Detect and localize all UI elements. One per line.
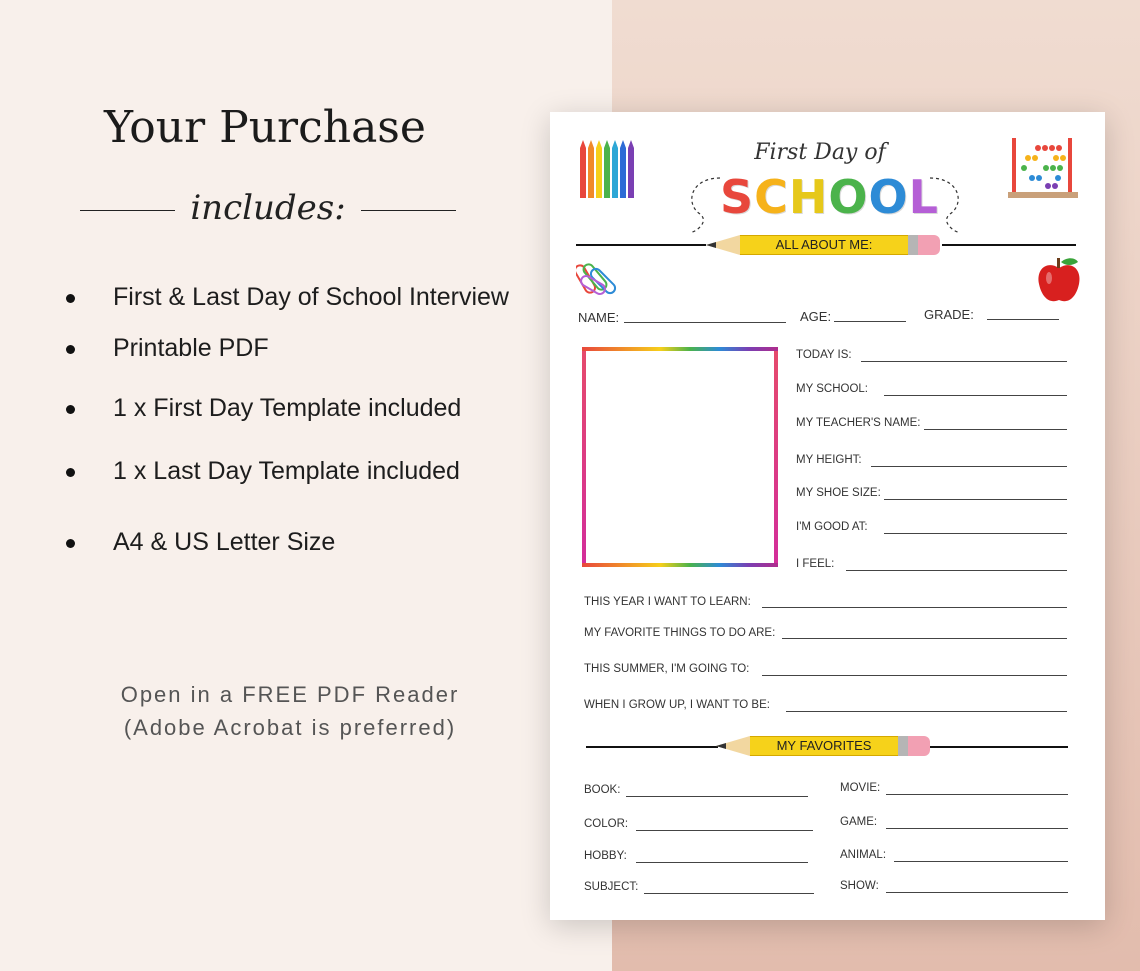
grade-field[interactable] — [987, 319, 1059, 320]
left-panel — [0, 0, 560, 971]
list-item — [64, 456, 543, 487]
favorite-things-label: MY FAVORITE THINGS TO DO ARE: — [584, 627, 776, 639]
bullet-icon — [66, 294, 75, 303]
worksheet-preview — [550, 112, 1105, 920]
photo-frame-top — [582, 347, 778, 351]
height-label: MY HEIGHT: — [796, 454, 862, 466]
game-label: GAME: — [840, 816, 878, 828]
all-about-me-banner — [706, 235, 942, 255]
list-item — [64, 282, 543, 313]
bullet-icon — [66, 405, 75, 414]
section-title: MY FAVORITES — [750, 736, 898, 756]
good-at-label: I'M GOOD AT: — [796, 521, 868, 533]
dotted-swirl-decoration — [680, 174, 970, 234]
heading-script: First Day of — [754, 140, 886, 165]
list-item — [64, 393, 543, 424]
animal-label: ANIMAL: — [840, 849, 887, 861]
movie-field[interactable] — [886, 794, 1068, 795]
list-item-text: A4 & US Letter Size — [113, 528, 336, 556]
colored-pencils-icon — [578, 140, 644, 206]
heading-letter: C — [754, 170, 789, 224]
paperclips-icon — [576, 258, 622, 304]
shoe-size-label: MY SHOE SIZE: — [796, 487, 881, 499]
heading-letter: L — [908, 170, 939, 224]
hobby-field[interactable] — [636, 862, 808, 863]
hobby-label: HOBBY: — [584, 850, 627, 862]
subtitle-row — [80, 180, 456, 240]
book-label: BOOK: — [584, 784, 621, 796]
grow-up-label: WHEN I GROW UP, I WANT TO BE: — [584, 699, 770, 711]
color-label: COLOR: — [584, 818, 629, 830]
animal-field[interactable] — [894, 861, 1068, 862]
show-label: SHOW: — [840, 880, 879, 892]
today-label: TODAY IS: — [796, 349, 852, 361]
summer-label: THIS SUMMER, I'M GOING TO: — [584, 663, 750, 675]
apple-icon — [1036, 256, 1082, 306]
favorite-things-field[interactable] — [782, 638, 1067, 639]
list-item-text: First & Last Day of School Interview — [113, 283, 509, 311]
shoe-size-field[interactable] — [884, 499, 1067, 500]
reader-note — [60, 678, 520, 744]
show-field[interactable] — [886, 892, 1068, 893]
bullet-icon — [66, 539, 75, 548]
list-item-text: 1 x First Day Template included — [113, 394, 462, 422]
teacher-label: MY TEACHER'S NAME: — [796, 417, 921, 429]
subject-field[interactable] — [644, 893, 814, 894]
pencil-eraser — [918, 235, 940, 255]
pencil-lead — [716, 743, 726, 749]
color-field[interactable] — [636, 830, 813, 831]
movie-label: MOVIE: — [840, 782, 881, 794]
bullet-icon — [66, 345, 75, 354]
section-title: ALL ABOUT ME: — [740, 235, 908, 255]
name-label: NAME: — [578, 310, 620, 325]
heading-letter: H — [788, 170, 829, 224]
school-field[interactable] — [884, 395, 1067, 396]
learn-field[interactable] — [762, 607, 1067, 608]
subject-label: SUBJECT: — [584, 881, 639, 893]
age-field[interactable] — [834, 321, 906, 322]
height-field[interactable] — [871, 466, 1067, 467]
section-rule-right — [942, 244, 1076, 246]
heading-letter: O — [828, 170, 869, 224]
pencil-eraser — [908, 736, 930, 756]
heading-letter: O — [868, 170, 909, 224]
reader-note-line2: (Adobe Acrobat is preferred) — [123, 715, 457, 740]
pencil-band — [908, 235, 918, 255]
pencil-band — [898, 736, 908, 756]
good-at-field[interactable] — [884, 533, 1067, 534]
list-item-text: 1 x Last Day Template included — [113, 457, 460, 485]
section-rule-left — [576, 244, 706, 246]
my-favorites-banner — [716, 736, 930, 756]
grade-label: GRADE: — [924, 307, 974, 322]
section-rule-left — [586, 746, 718, 748]
summer-field[interactable] — [762, 675, 1067, 676]
game-field[interactable] — [886, 828, 1068, 829]
name-field[interactable] — [624, 322, 786, 323]
photo-frame-bottom — [582, 563, 778, 567]
book-field[interactable] — [626, 796, 808, 797]
learn-label: THIS YEAR I WANT TO LEARN: — [584, 596, 751, 608]
abacus-icon — [1008, 136, 1078, 200]
page-title: Your Purchase — [104, 102, 426, 153]
today-field[interactable] — [861, 361, 1067, 362]
includes-list — [64, 282, 543, 558]
heading-letter: S — [720, 170, 755, 224]
feel-label: I FEEL: — [796, 558, 835, 570]
list-item — [64, 527, 543, 558]
list-item — [64, 333, 543, 364]
feel-field[interactable] — [846, 570, 1067, 571]
pencil-lead — [706, 242, 716, 248]
subtitle-script: includes: — [190, 188, 346, 228]
age-label: AGE: — [800, 309, 832, 324]
bullet-icon — [66, 468, 75, 477]
grow-up-field[interactable] — [786, 711, 1067, 712]
reader-note-line1: Open in a FREE PDF Reader — [120, 682, 460, 707]
divider-right — [361, 210, 456, 211]
photo-frame — [582, 347, 778, 567]
teacher-field[interactable] — [924, 429, 1067, 430]
list-item-text: Printable PDF — [113, 334, 269, 362]
school-label: MY SCHOOL: — [796, 383, 868, 395]
section-rule-right — [930, 746, 1068, 748]
